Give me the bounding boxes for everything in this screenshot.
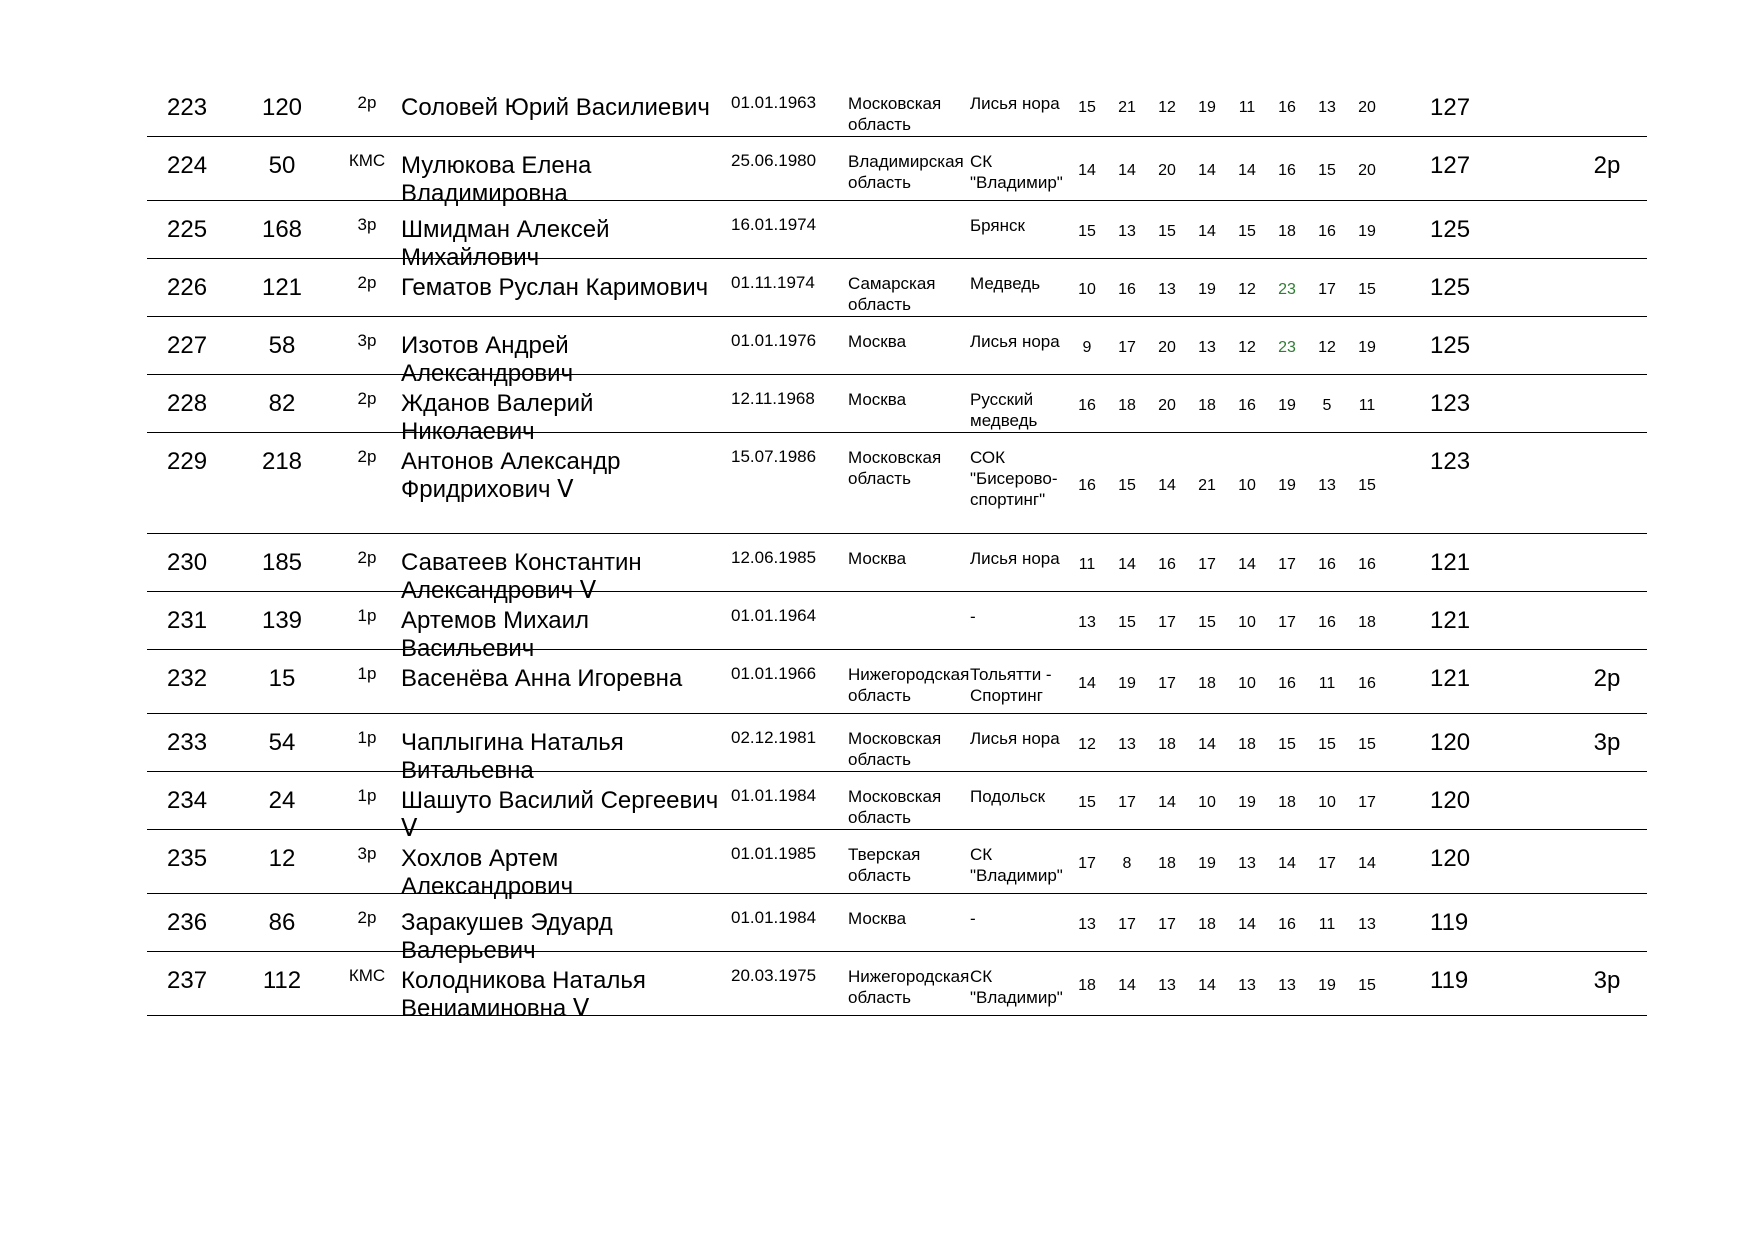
athlete-name-cell: Заракушев Эдуард Валерьевич [401, 909, 613, 964]
table-row [147, 374, 1647, 445]
series-score: 17 [1358, 794, 1376, 811]
athlete-name-cell: Антонов Александр Фридрихович ᐯ [401, 448, 621, 503]
series-score: 15 [1358, 736, 1376, 753]
rank-cell: 1р [357, 606, 377, 625]
rank-cell: КМС [348, 151, 386, 170]
series-score: 15 [1198, 614, 1216, 631]
series-scores [1065, 713, 1425, 771]
series-score: 15 [1078, 794, 1096, 811]
series-score: 13 [1158, 977, 1176, 994]
series-score: 14 [1238, 556, 1256, 573]
rank-cell: 1р [357, 786, 377, 805]
bib-number-cell: 185 [261, 549, 303, 576]
series-score: 16 [1278, 675, 1296, 692]
series-score: 9 [1082, 339, 1092, 356]
series-score: 18 [1158, 855, 1176, 872]
total-score-cell: 121 [1430, 665, 1471, 692]
series-score: 17 [1158, 614, 1176, 631]
series-score: 19 [1358, 223, 1376, 240]
series-score: 13 [1278, 977, 1296, 994]
series-score: 11 [1238, 99, 1256, 116]
place-cell: 225 [167, 216, 208, 243]
athlete-name-cell: Жданов Валерий Николаевич [401, 390, 594, 445]
table-row [147, 649, 1647, 714]
bib-number-cell: 12 [268, 845, 296, 872]
bib-number-cell: 168 [261, 216, 303, 243]
total-score-cell: 123 [1430, 448, 1471, 475]
series-score: 18 [1198, 675, 1216, 692]
series-score: 17 [1278, 556, 1296, 573]
birth-date-cell: 01.01.1984 [731, 786, 817, 805]
club-cell: Лисья нора [970, 94, 1060, 113]
bib-number-cell: 121 [261, 274, 303, 301]
table-row [147, 591, 1647, 662]
rank-cell: 2р [357, 548, 377, 567]
rank-cell: 3р [357, 215, 377, 234]
club-cell: Тольятти - Спортинг [970, 665, 1052, 705]
bib-number-cell: 112 [262, 967, 302, 994]
series-score: 14 [1118, 977, 1136, 994]
region-cell: Московская область [848, 729, 942, 769]
series-score: 21 [1118, 99, 1136, 116]
table-row [147, 78, 1647, 137]
birth-date-cell: 01.01.1964 [731, 606, 817, 625]
series-score: 19 [1278, 397, 1296, 414]
series-score: 19 [1238, 794, 1256, 811]
region-cell: Москва [848, 909, 907, 928]
bib-number-cell: 24 [268, 787, 296, 814]
series-scores [1065, 591, 1425, 649]
club-cell: Медведь [970, 274, 1041, 293]
table-row [147, 200, 1647, 271]
series-score: 16 [1078, 476, 1096, 494]
place-cell: 227 [167, 332, 208, 359]
region-cell: Тверская область [848, 845, 921, 885]
series-score: 20 [1158, 397, 1176, 414]
rank-cell: КМС [348, 966, 386, 985]
series-score: 17 [1158, 916, 1176, 933]
series-scores [1065, 951, 1425, 1015]
series-score: 13 [1238, 855, 1256, 872]
series-score: 15 [1158, 223, 1176, 240]
series-score: 15 [1118, 476, 1136, 494]
rank-cell: 2р [357, 447, 377, 466]
club-cell: СОК "Бисерово-спортинг" [970, 448, 1058, 509]
series-scores [1065, 432, 1425, 533]
place-cell: 228 [167, 390, 208, 417]
series-score: 19 [1198, 281, 1216, 298]
total-score-cell: 120 [1430, 787, 1471, 814]
total-score-cell: 119 [1430, 967, 1469, 994]
total-score-cell: 125 [1430, 274, 1471, 301]
region-cell: Московская область [848, 787, 942, 827]
series-score: 10 [1078, 281, 1096, 298]
place-cell: 232 [167, 665, 208, 692]
rank-cell: 1р [357, 728, 377, 747]
place-cell: 235 [167, 845, 208, 872]
place-cell: 226 [167, 274, 208, 301]
table-row [147, 713, 1647, 784]
athlete-name-cell: Мулюкова Елена Владимировна [401, 152, 592, 207]
bib-number-cell: 82 [268, 390, 296, 417]
place-cell: 230 [167, 549, 208, 576]
series-score: 12 [1158, 99, 1176, 116]
bib-number-cell: 120 [261, 94, 303, 121]
series-score: 12 [1238, 281, 1256, 298]
series-scores [1065, 258, 1425, 316]
series-score: 14 [1078, 675, 1096, 692]
series-score: 10 [1238, 614, 1256, 631]
series-score: 10 [1318, 794, 1336, 811]
series-score: 16 [1278, 916, 1296, 933]
series-score: 14 [1198, 977, 1216, 994]
series-score: 14 [1278, 855, 1296, 872]
birth-date-cell: 01.11.1974 [731, 273, 815, 292]
club-cell: Лисья нора [970, 332, 1060, 351]
athlete-name-cell: Чаплыгина Наталья Витальевна [401, 729, 624, 784]
series-score: 15 [1118, 614, 1136, 631]
birth-date-cell: 16.01.1974 [731, 215, 817, 234]
series-scores [1065, 533, 1425, 591]
series-score: 18 [1118, 397, 1136, 414]
series-score: 12 [1078, 736, 1096, 753]
club-cell: Подольск [970, 787, 1046, 806]
series-score: 17 [1318, 855, 1336, 872]
bib-number-cell: 86 [268, 909, 296, 936]
total-score-cell: 121 [1430, 607, 1471, 634]
series-score: 21 [1198, 476, 1216, 494]
series-score: 13 [1158, 281, 1176, 298]
series-score: 13 [1078, 614, 1096, 631]
birth-date-cell: 01.01.1966 [731, 664, 817, 683]
series-score: 13 [1358, 916, 1376, 933]
series-score: 14 [1158, 476, 1176, 494]
athlete-name-cell: Васенёва Анна Игоревна [401, 665, 683, 692]
table-row [147, 432, 1647, 534]
region-cell: Самарская область [848, 274, 936, 314]
series-score: 13 [1078, 916, 1096, 933]
athlete-name-cell: Саватеев Константин Александрович ᐯ [401, 549, 642, 604]
place-cell: 231 [167, 607, 208, 634]
series-score: 16 [1278, 99, 1296, 116]
place-cell: 223 [167, 94, 208, 121]
table-row [147, 893, 1647, 964]
series-scores [1065, 136, 1425, 200]
series-score: 17 [1158, 675, 1176, 692]
series-score: 12 [1238, 339, 1256, 356]
series-score: 14 [1238, 162, 1256, 179]
athlete-name-cell: Шашуто Василий Сергеевич ᐯ [401, 787, 719, 842]
birth-date-cell: 25.06.1980 [731, 151, 817, 170]
place-cell: 237 [167, 967, 208, 994]
birth-date-cell: 02.12.1981 [731, 728, 817, 747]
series-scores [1065, 316, 1425, 374]
club-cell: Лисья нора [970, 549, 1060, 568]
series-score: 11 [1318, 675, 1336, 692]
series-score: 14 [1118, 556, 1136, 573]
series-scores [1065, 78, 1425, 136]
series-score: 15 [1078, 99, 1096, 116]
club-cell: СК "Владимир" [970, 152, 1063, 192]
region-cell: Нижегородская область [848, 665, 970, 705]
table-row [147, 771, 1647, 842]
table-row [147, 136, 1647, 207]
series-score: 17 [1078, 855, 1096, 872]
series-score: 20 [1358, 162, 1376, 179]
table-row [147, 533, 1647, 604]
series-score: 13 [1118, 223, 1136, 240]
series-score: 18 [1278, 223, 1296, 240]
series-score: 14 [1238, 916, 1256, 933]
series-score: 18 [1198, 916, 1216, 933]
total-score-cell: 127 [1430, 94, 1471, 121]
birth-date-cell: 01.01.1985 [731, 844, 817, 863]
series-score: 13 [1238, 977, 1256, 994]
bib-number-cell: 50 [268, 152, 296, 179]
series-score: 15 [1278, 736, 1296, 753]
series-score: 16 [1278, 162, 1296, 179]
athlete-name-cell: Хохлов Артем Александрович [401, 845, 574, 900]
series-score: 15 [1358, 977, 1376, 994]
awarded-rank-cell: 3р [1593, 967, 1621, 994]
rank-cell: 2р [357, 273, 377, 292]
athlete-name-cell: Соловей Юрий Василиевич [401, 94, 710, 121]
series-score: 11 [1358, 397, 1376, 414]
series-score: 19 [1198, 855, 1216, 872]
series-scores [1065, 649, 1425, 713]
series-score: 14 [1198, 223, 1216, 240]
bib-number-cell: 218 [261, 448, 303, 475]
place-cell: 224 [167, 152, 208, 179]
series-score: 10 [1198, 794, 1216, 811]
awarded-rank-cell: 2р [1593, 152, 1621, 179]
athlete-name-cell: Гематов Руслан Каримович [401, 274, 709, 301]
region-cell: Московская область [848, 94, 942, 134]
table-row [147, 951, 1647, 1022]
club-cell: - [970, 607, 976, 626]
series-score: 14 [1198, 736, 1216, 753]
total-score-cell: 127 [1430, 152, 1471, 179]
series-score: 10 [1238, 675, 1256, 692]
series-score: 16 [1238, 397, 1256, 414]
total-score-cell: 125 [1430, 216, 1471, 243]
birth-date-cell: 01.01.1963 [731, 93, 817, 112]
club-cell: Русский медведь [970, 390, 1038, 430]
club-cell: СК "Владимир" [970, 967, 1063, 1007]
series-score: 17 [1118, 916, 1136, 933]
series-score: 5 [1322, 397, 1332, 414]
series-score: 14 [1198, 162, 1216, 179]
athlete-name-cell: Изотов Андрей Александрович [401, 332, 574, 387]
series-score: 19 [1118, 675, 1136, 692]
total-score-cell: 123 [1430, 390, 1471, 417]
series-score: 11 [1078, 556, 1096, 573]
series-score: 17 [1318, 281, 1336, 298]
series-score: 20 [1158, 162, 1176, 179]
series-score: 12 [1318, 339, 1336, 356]
series-score: 16 [1118, 281, 1136, 298]
table-row [147, 316, 1647, 387]
series-score: 17 [1118, 339, 1136, 356]
series-score: 11 [1318, 916, 1336, 933]
birth-date-cell: 12.11.1968 [731, 389, 815, 408]
series-score: 16 [1078, 397, 1096, 414]
region-cell: Москва [848, 390, 907, 409]
series-score: 16 [1358, 556, 1376, 573]
series-score: 15 [1358, 281, 1376, 298]
series-score: 19 [1198, 99, 1216, 116]
series-score: 23 [1278, 339, 1296, 356]
athlete-name-cell: Артемов Михаил Васильевич [401, 607, 590, 662]
rank-cell: 3р [357, 331, 377, 350]
rank-cell: 1р [357, 664, 377, 683]
series-score: 18 [1158, 736, 1176, 753]
series-score: 15 [1078, 223, 1096, 240]
birth-date-cell: 01.01.1976 [731, 331, 817, 350]
series-scores [1065, 374, 1425, 432]
series-scores [1065, 829, 1425, 893]
bib-number-cell: 139 [261, 607, 303, 634]
series-score: 18 [1198, 397, 1216, 414]
total-score-cell: 125 [1430, 332, 1471, 359]
awarded-rank-cell: 3р [1593, 729, 1621, 756]
club-cell: Лисья нора [970, 729, 1060, 748]
place-cell: 233 [167, 729, 208, 756]
series-score: 18 [1078, 977, 1096, 994]
total-score-cell: 119 [1430, 909, 1469, 936]
series-score: 16 [1318, 614, 1336, 631]
place-cell: 229 [167, 448, 208, 475]
total-score-cell: 121 [1430, 549, 1471, 576]
total-score-cell: 120 [1430, 845, 1471, 872]
series-score: 16 [1318, 223, 1336, 240]
series-score: 14 [1358, 855, 1376, 872]
birth-date-cell: 12.06.1985 [731, 548, 817, 567]
series-score: 13 [1118, 736, 1136, 753]
series-score: 13 [1318, 99, 1336, 116]
birth-date-cell: 20.03.1975 [731, 966, 817, 985]
rank-cell: 2р [357, 389, 377, 408]
series-score: 19 [1358, 339, 1376, 356]
place-cell: 234 [167, 787, 208, 814]
series-score: 23 [1278, 281, 1296, 298]
place-cell: 236 [167, 909, 208, 936]
series-score: 18 [1358, 614, 1376, 631]
series-score: 15 [1238, 223, 1256, 240]
series-score: 13 [1318, 476, 1336, 494]
table-row [147, 258, 1647, 317]
region-cell: Москва [848, 332, 907, 351]
series-score: 16 [1358, 675, 1376, 692]
series-scores [1065, 771, 1425, 829]
club-cell: - [970, 909, 976, 928]
birth-date-cell: 01.01.1984 [731, 908, 817, 927]
rank-cell: 2р [357, 93, 377, 112]
club-cell: СК "Владимир" [970, 845, 1063, 885]
series-score: 16 [1158, 556, 1176, 573]
total-score-cell: 120 [1430, 729, 1471, 756]
rank-cell: 3р [357, 844, 377, 863]
awarded-rank-cell: 2р [1593, 665, 1621, 692]
birth-date-cell: 15.07.1986 [731, 447, 817, 466]
region-cell: Нижегородская область [848, 967, 970, 1007]
rank-cell: 2р [357, 908, 377, 927]
series-scores [1065, 200, 1425, 258]
series-score: 19 [1318, 977, 1336, 994]
series-score: 17 [1278, 614, 1296, 631]
bib-number-cell: 15 [268, 665, 296, 692]
series-score: 15 [1318, 736, 1336, 753]
region-cell: Московская область [848, 448, 942, 488]
series-score: 20 [1358, 99, 1376, 116]
series-score: 13 [1198, 339, 1216, 356]
club-cell: Брянск [970, 216, 1025, 235]
region-cell: Владимирская область [848, 152, 964, 192]
series-score: 17 [1118, 794, 1136, 811]
series-score: 10 [1238, 476, 1256, 494]
series-score: 14 [1078, 162, 1096, 179]
series-score: 14 [1118, 162, 1136, 179]
table-row [147, 829, 1647, 900]
series-score: 8 [1122, 855, 1132, 872]
series-scores [1065, 893, 1425, 951]
series-score: 19 [1278, 476, 1296, 494]
series-score: 16 [1318, 556, 1336, 573]
bib-number-cell: 54 [268, 729, 296, 756]
series-score: 14 [1158, 794, 1176, 811]
series-score: 15 [1318, 162, 1336, 179]
series-score: 18 [1278, 794, 1296, 811]
series-score: 18 [1238, 736, 1256, 753]
region-cell: Москва [848, 549, 907, 568]
series-score: 20 [1158, 339, 1176, 356]
athlete-name-cell: Шмидман Алексей Михайлович [401, 216, 610, 271]
bib-number-cell: 58 [268, 332, 296, 359]
athlete-name-cell: Колодникова Наталья Вениаминовна ᐯ [401, 967, 646, 1022]
series-score: 15 [1358, 476, 1376, 494]
series-score: 17 [1198, 556, 1216, 573]
